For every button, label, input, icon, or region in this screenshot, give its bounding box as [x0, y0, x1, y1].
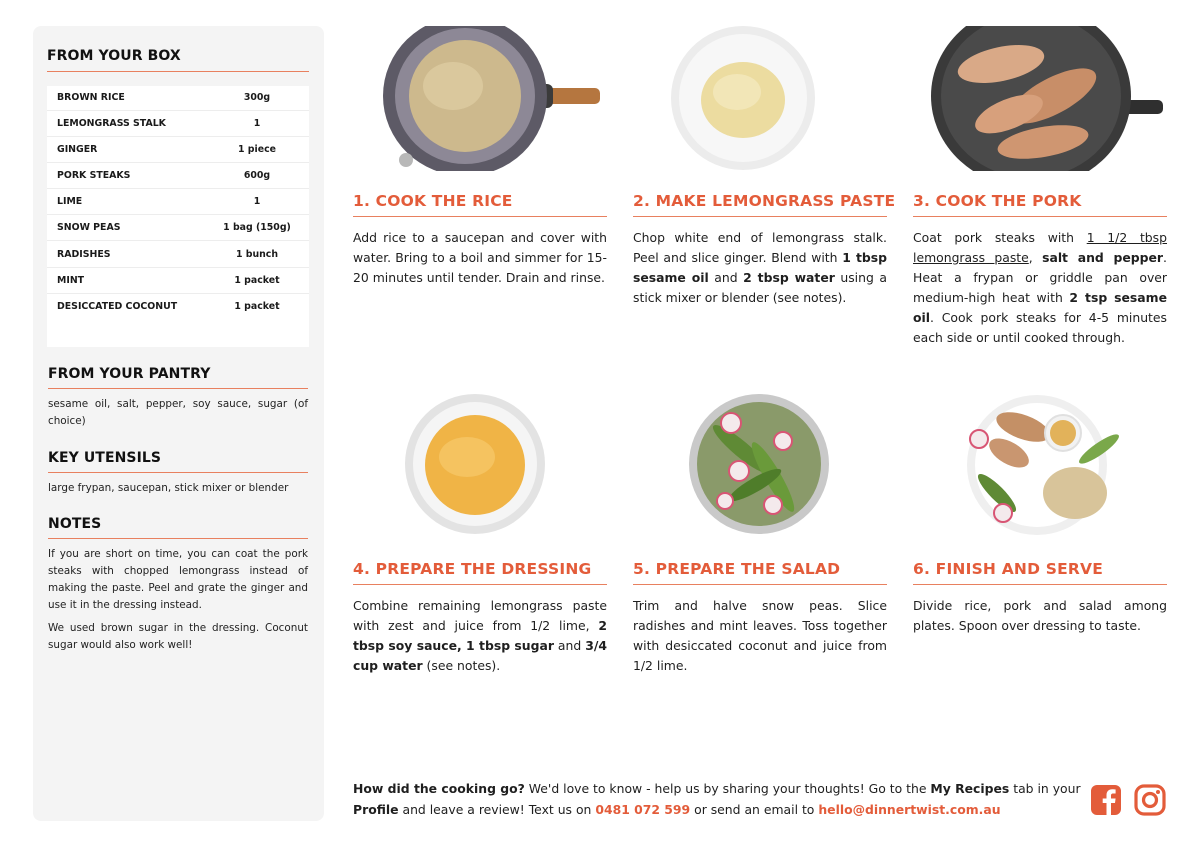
ingredient-name: PORK STEAKS	[57, 169, 131, 181]
ingredient-name: DESICCATED COCONUT	[57, 301, 178, 313]
step-6-title: 6. FINISH AND SERVE	[913, 560, 1103, 578]
step-2-title: 2. MAKE LEMONGRASS PASTE	[633, 192, 896, 210]
from-your-pantry-heading: FROM YOUR PANTRY	[48, 366, 211, 382]
table-row	[47, 241, 309, 267]
facebook-icon[interactable]	[1090, 784, 1122, 816]
table-row	[47, 111, 309, 137]
divider	[633, 584, 887, 585]
profile-link[interactable]: Profile	[353, 802, 399, 817]
step-1-photo	[353, 26, 607, 171]
ingredient-qty: 1	[253, 196, 261, 208]
strainer-hook	[399, 153, 413, 167]
ingredient-qty: 1	[253, 117, 261, 129]
table-row	[47, 215, 309, 241]
step-6-text: Divide rice, pork and salad among plates. Spoon over dressing to taste.	[913, 598, 1167, 633]
ingredients-sidebar	[33, 26, 324, 821]
radish-slice	[721, 413, 741, 433]
step-4-text: Combine remaining lemongrass paste with zest and juice from 1/2 lime, 2 tbsp soy sauce, 1 tbsp sugar and 3/4 cup water (see notes).	[353, 598, 607, 673]
ingredient-name: SNOW PEAS	[57, 222, 121, 234]
divider	[633, 216, 887, 217]
feedback-question: How did the cooking go?	[353, 781, 525, 796]
ingredient-name: BROWN RICE	[57, 92, 125, 104]
divider	[913, 216, 1167, 217]
step-3-photo	[913, 26, 1167, 171]
rice-portion	[1043, 467, 1107, 519]
ingredient-qty: 1 piece	[238, 143, 276, 155]
ingredient-qty: 1 bag (150g)	[223, 222, 291, 234]
ingredient-qty: 600g	[243, 169, 271, 181]
table-row	[47, 268, 309, 294]
from-your-box-heading: FROM YOUR BOX	[47, 48, 181, 64]
instagram-icon[interactable]	[1134, 784, 1166, 816]
divider	[47, 71, 309, 72]
radish-slice	[994, 504, 1012, 522]
divider	[48, 388, 308, 389]
step-4-title: 4. PREPARE THE DRESSING	[353, 560, 592, 578]
rice-highlight	[423, 62, 483, 110]
notes-heading: NOTES	[48, 516, 102, 532]
ingredient-qty: 1 packet	[234, 274, 280, 286]
step-5-text: Trim and halve snow peas. Slice radishes and mint leaves. Toss together with desiccated coconut and juice from 1/2 lime.	[633, 598, 887, 673]
pantry-text: sesame oil, salt, pepper, soy sauce, sugar (of choice)	[48, 398, 308, 427]
step-1-title: 1. COOK THE RICE	[353, 192, 513, 210]
paste-highlight	[713, 74, 761, 110]
divider	[48, 472, 308, 473]
feedback-footer: How did the cooking go? We'd love to know - help us by sharing your thoughts! Go to the My Recipes tab in your Profile and leave a review! Text us on 0481 072 599 or send an email to hello@dinnertwist.com.au	[353, 781, 1081, 817]
email-link[interactable]: hello@dinnertwist.com.au	[818, 802, 1001, 817]
note-paragraph: If you are short on time, you can coat the pork steaks with chopped lemongrass instead of making the paste. Peel and grate the ginger and use it in the dressing instead.	[48, 548, 308, 611]
divider	[913, 584, 1167, 585]
table-row	[47, 163, 309, 189]
step-5-photo	[633, 393, 887, 538]
ingredient-qty: 1 bunch	[235, 248, 279, 260]
radish-slice	[764, 496, 782, 514]
dressing-in-ramekin	[1050, 420, 1076, 446]
step-1-text: Add rice to a saucepan and cover with water. Bring to a boil and simmer for 15-20 minutes until tender. Drain and rinse.	[353, 230, 607, 285]
step-5-title: 5. PREPARE THE SALAD	[633, 560, 841, 578]
step-3-title: 3. COOK THE PORK	[913, 192, 1082, 210]
step-2-text: Chop white end of lemongrass stalk. Peel and slice ginger. Blend with 1 tbsp sesame oil and 2 tbsp water using a stick mixer or blender (see notes).	[633, 230, 887, 305]
phone-number-link[interactable]: 0481 072 599	[595, 802, 691, 817]
ingredient-name: RADISHES	[57, 248, 111, 260]
step-4-photo	[353, 393, 607, 538]
radish-slice	[774, 432, 792, 450]
utensils-text: large frypan, saucepan, stick mixer or blender	[48, 482, 289, 494]
step-2-photo	[633, 26, 887, 171]
notes-text	[48, 546, 308, 660]
divider	[48, 538, 308, 539]
radish-slice	[729, 461, 749, 481]
my-recipes-link[interactable]: My Recipes	[930, 781, 1010, 796]
ingredient-qty: 300g	[243, 92, 271, 104]
ingredient-name: LIME	[57, 196, 83, 208]
ingredient-name: GINGER	[57, 143, 98, 155]
step-6-photo	[913, 393, 1167, 538]
ingredient-name: MINT	[57, 274, 85, 286]
radish-slice	[717, 493, 733, 509]
dressing-highlight	[439, 437, 495, 477]
ingredients-table	[47, 86, 309, 347]
divider	[353, 584, 607, 585]
key-utensils-heading: KEY UTENSILS	[48, 450, 162, 466]
step-3-text: Coat pork steaks with 1 1/2 tbsp lemongrass paste, salt and pepper. Heat a frypan or griddle pan over medium-high heat with 2 tsp sesame oil. Cook pork steaks for 4-5 minutes each side or until cooked through.	[913, 230, 1167, 345]
table-row	[47, 86, 309, 111]
table-row	[47, 294, 309, 320]
note-paragraph: We used brown sugar in the dressing. Coconut sugar would also work well!	[48, 622, 308, 651]
table-row	[47, 189, 309, 215]
ingredient-name: LEMONGRASS STALK	[57, 117, 166, 129]
divider	[353, 216, 607, 217]
ingredient-qty: 1 packet	[234, 301, 280, 313]
table-row	[47, 137, 309, 163]
radish-slice	[970, 430, 988, 448]
